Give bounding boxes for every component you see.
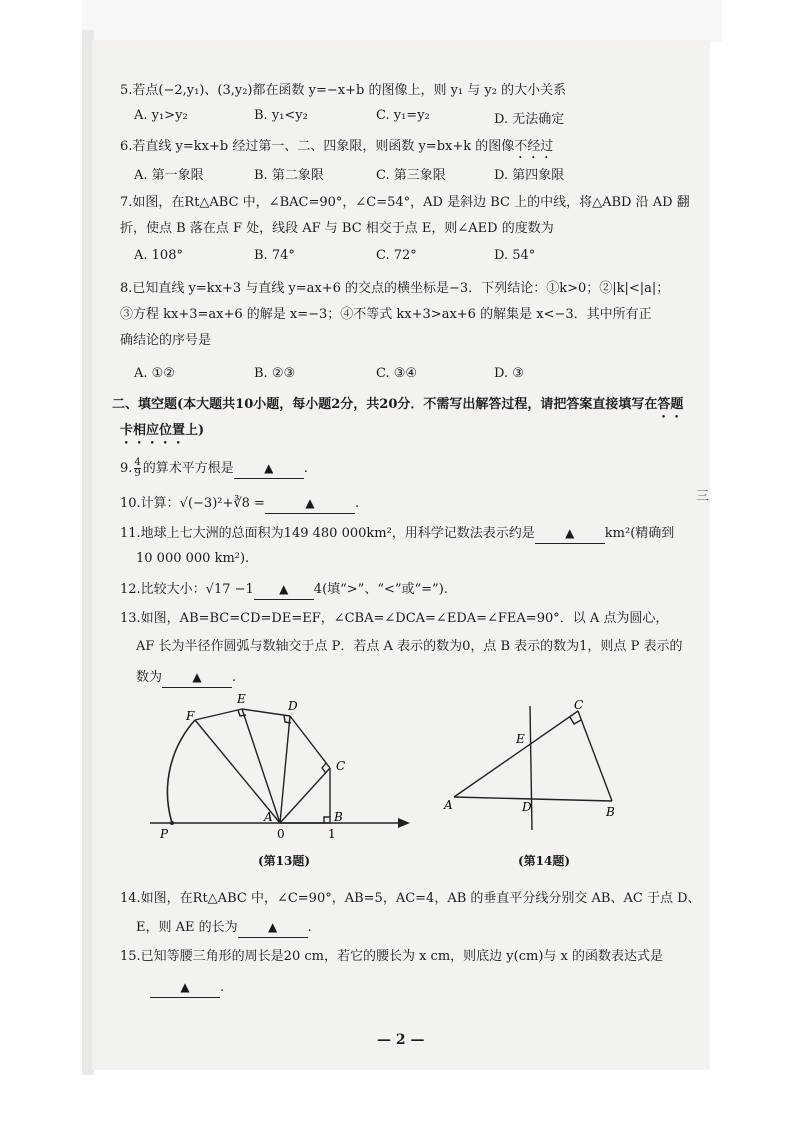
q8-line3: 确结论的序号是 xyxy=(120,333,212,348)
answer-triangle-icon: ▲ xyxy=(565,526,575,540)
q9-end: . xyxy=(303,461,308,476)
section2-header-line2 xyxy=(120,422,204,447)
fig13-right-angle-b xyxy=(324,817,330,823)
fig13-seg-ae xyxy=(242,709,280,823)
fig14-label-d: D xyxy=(522,800,532,814)
figure-13 xyxy=(140,690,430,840)
q9-frac-den: 9 xyxy=(134,468,141,479)
q7-line2: 折，使点 B 落在点 F 处，线段 AF 与 BC 相交于点 E，则∠AED 的度数为 xyxy=(120,221,554,236)
q6-stem xyxy=(120,138,553,162)
q6-stem-text: 6.若直线 y=kx+b 经过第一、二、四象限，则函数 y=bx+k 的图像 xyxy=(120,139,515,154)
q8-line1: 8.已知直线 y=kx+3 与直线 y=ax+6 的交点的横坐标是−3．下列结论：①k>0；②|k|<|a|； xyxy=(120,281,670,296)
answer-triangle-icon: ▲ xyxy=(192,670,202,684)
fig14-label-b: B xyxy=(606,805,615,819)
fig13-label-zero: 0 xyxy=(277,827,285,840)
q10-answer-blank[interactable] xyxy=(265,494,355,514)
q12-text: 12.比较大小：√17 −1 xyxy=(120,582,254,597)
answer-triangle-icon: ▲ xyxy=(180,980,190,994)
section2-header-line1 xyxy=(112,396,683,421)
q9-number: 9. xyxy=(120,461,133,476)
answer-triangle-icon: ▲ xyxy=(264,461,274,475)
fig14-caption: (第14题) xyxy=(518,854,571,868)
q7-option-d: D. 54° xyxy=(494,248,536,263)
q11-answer-blank[interactable] xyxy=(535,524,605,544)
fig14-seg-ab xyxy=(454,797,612,801)
q15-end: . xyxy=(220,980,225,995)
q7-option-c: C. 72° xyxy=(376,248,417,263)
answer-triangle-icon: ▲ xyxy=(305,496,315,510)
fig13-seg-af xyxy=(195,720,280,823)
section2-emph1: 答题 xyxy=(657,397,684,412)
q9 xyxy=(120,458,308,479)
q15-line1: 15.已知等腰三角形的周长是20 cm，若它的腰长为 x cm，则底边 y(cm)与 x 的函数表达式是 xyxy=(120,949,663,964)
q8-option-b: B. ②③ xyxy=(254,366,296,381)
fig13-seg-ac xyxy=(280,768,330,823)
page-number: — 2 — xyxy=(377,1032,425,1048)
fig14-seg-bc xyxy=(578,711,612,801)
paper-top-edge xyxy=(82,0,722,42)
fig14-label-e: E xyxy=(516,732,525,746)
q9-text: 的算术平方根是 xyxy=(142,461,234,476)
figure-14 xyxy=(440,700,630,840)
q5-option-d: D. 无法确定 xyxy=(494,112,565,127)
fig14-seg-ac xyxy=(454,711,578,797)
q7-line1: 7.如图，在Rt△ABC 中，∠BAC=90°，∠C=54°，AD 是斜边 BC 上的中线，将△ABD 沿 AD 翻 xyxy=(120,195,690,210)
q14-end: . xyxy=(307,920,312,935)
q13-line3 xyxy=(136,668,236,688)
fig13-seg-cd xyxy=(290,716,330,768)
q12 xyxy=(120,580,448,600)
q7-option-a: A. 108° xyxy=(134,248,183,263)
fig14-label-c: C xyxy=(574,700,584,712)
q14-text: E，则 AE 的长为 xyxy=(136,920,238,935)
section2-text2: 上) xyxy=(185,423,205,438)
q13-end: . xyxy=(232,670,237,685)
q15-line2 xyxy=(150,978,224,998)
q14-answer-blank[interactable] xyxy=(238,918,308,938)
fig13-label-b: B xyxy=(334,810,343,824)
q10-text: 10.计算：√(−3)²+∛8 = xyxy=(120,496,265,511)
q5-option-b: B. y₁<y₂ xyxy=(254,108,308,123)
fig13-label-f: F xyxy=(186,709,195,723)
q6-emphasis: 不经过 xyxy=(514,139,554,154)
q14-line2 xyxy=(136,918,312,938)
q7-option-b: B. 74° xyxy=(254,248,295,263)
fig13-seg-ef xyxy=(195,709,242,720)
q9-frac-num: 4 xyxy=(134,457,141,468)
fig13-right-angle-c xyxy=(322,763,326,773)
fig13-arc xyxy=(167,720,195,823)
fig14-right-angle-c xyxy=(570,717,581,724)
q11-text: 11.地球上七大洲的总面积为149 480 000km²，用科学记数法表示约是 xyxy=(120,526,535,541)
fig13-label-e: E xyxy=(237,692,246,706)
fig13-arrow xyxy=(398,818,410,828)
q13-text: 数为 xyxy=(136,670,163,685)
q10-end: . xyxy=(354,496,360,511)
fig13-label-d: D xyxy=(288,699,298,713)
q6-option-c: C. 第三象限 xyxy=(376,168,446,183)
margin-mark: 三 xyxy=(696,489,710,504)
fig13-label-a: A xyxy=(264,810,273,824)
fig13-label-c: C xyxy=(336,759,346,773)
q5-option-a: A. y₁>y₂ xyxy=(134,108,188,123)
section2-text: 二、填空题(本大题共10小题，每小题2分，共20分．不需写出解答过程，请把答案直接填写在 xyxy=(112,397,658,412)
q5-option-c: C. y₁=y₂ xyxy=(376,108,430,123)
fig13-caption: (第13题) xyxy=(258,854,311,868)
q6-option-b: B. 第二象限 xyxy=(254,168,324,183)
q11-line2: 10 000 000 km²). xyxy=(136,551,250,566)
fig13-label-one: 1 xyxy=(328,827,336,840)
q12-text-end: 4(填“>”、“<”或“=”). xyxy=(313,582,448,597)
q8-option-d: D. ③ xyxy=(494,366,524,381)
q6-option-a: A. 第一象限 xyxy=(134,168,204,183)
q9-fraction xyxy=(134,458,140,479)
fig13-seg-ad xyxy=(280,716,290,823)
fig13-point-p xyxy=(170,821,174,825)
fig13-label-p: P xyxy=(160,827,169,840)
section2-emph2: 卡相应位置 xyxy=(120,423,186,438)
q8-option-c: C. ③④ xyxy=(376,366,418,381)
q10 xyxy=(120,494,359,514)
q15-answer-blank[interactable] xyxy=(150,978,220,998)
q9-answer-blank[interactable] xyxy=(234,459,304,479)
answer-triangle-icon: ▲ xyxy=(268,920,278,934)
q11-line1 xyxy=(120,524,674,544)
answer-triangle-icon: ▲ xyxy=(279,582,289,596)
q6-option-d: D. 第四象限 xyxy=(494,168,565,183)
fig14-label-a: A xyxy=(444,798,453,812)
q5-stem: 5.若点(−2,y₁)、(3,y₂)都在函数 y=−x+b 的图像上，则 y₁ 与 y₂ 的大小关系 xyxy=(120,83,567,98)
fig13-seg-de xyxy=(242,709,290,716)
q13-answer-blank[interactable] xyxy=(162,668,232,688)
q13-line1: 13.如图，AB=BC=CD=DE=EF，∠CBA=∠DCA=∠EDA=∠FEA=90°．以 A 点为圆心， xyxy=(120,611,669,626)
q12-answer-blank[interactable] xyxy=(254,580,314,600)
q8-line2: ③方程 kx+3=ax+6 的解是 x=−3；④不等式 kx+3>ax+6 的解集是 x<−3．其中所有正 xyxy=(120,307,652,322)
q14-line1: 14.如图，在Rt△ABC 中，∠C=90°，AB=5，AC=4，AB 的垂直平分线分别交 AB、AC 于点 D、 xyxy=(120,891,701,906)
q8-option-a: A. ①② xyxy=(134,366,175,381)
q13-line2: AF 长为半径作圆弧与数轴交于点 P．若点 A 表示的数为0，点 B 表示的数为1，则点 P 表示的 xyxy=(136,639,683,654)
q11-text-end: km²(精确到 xyxy=(604,526,675,541)
